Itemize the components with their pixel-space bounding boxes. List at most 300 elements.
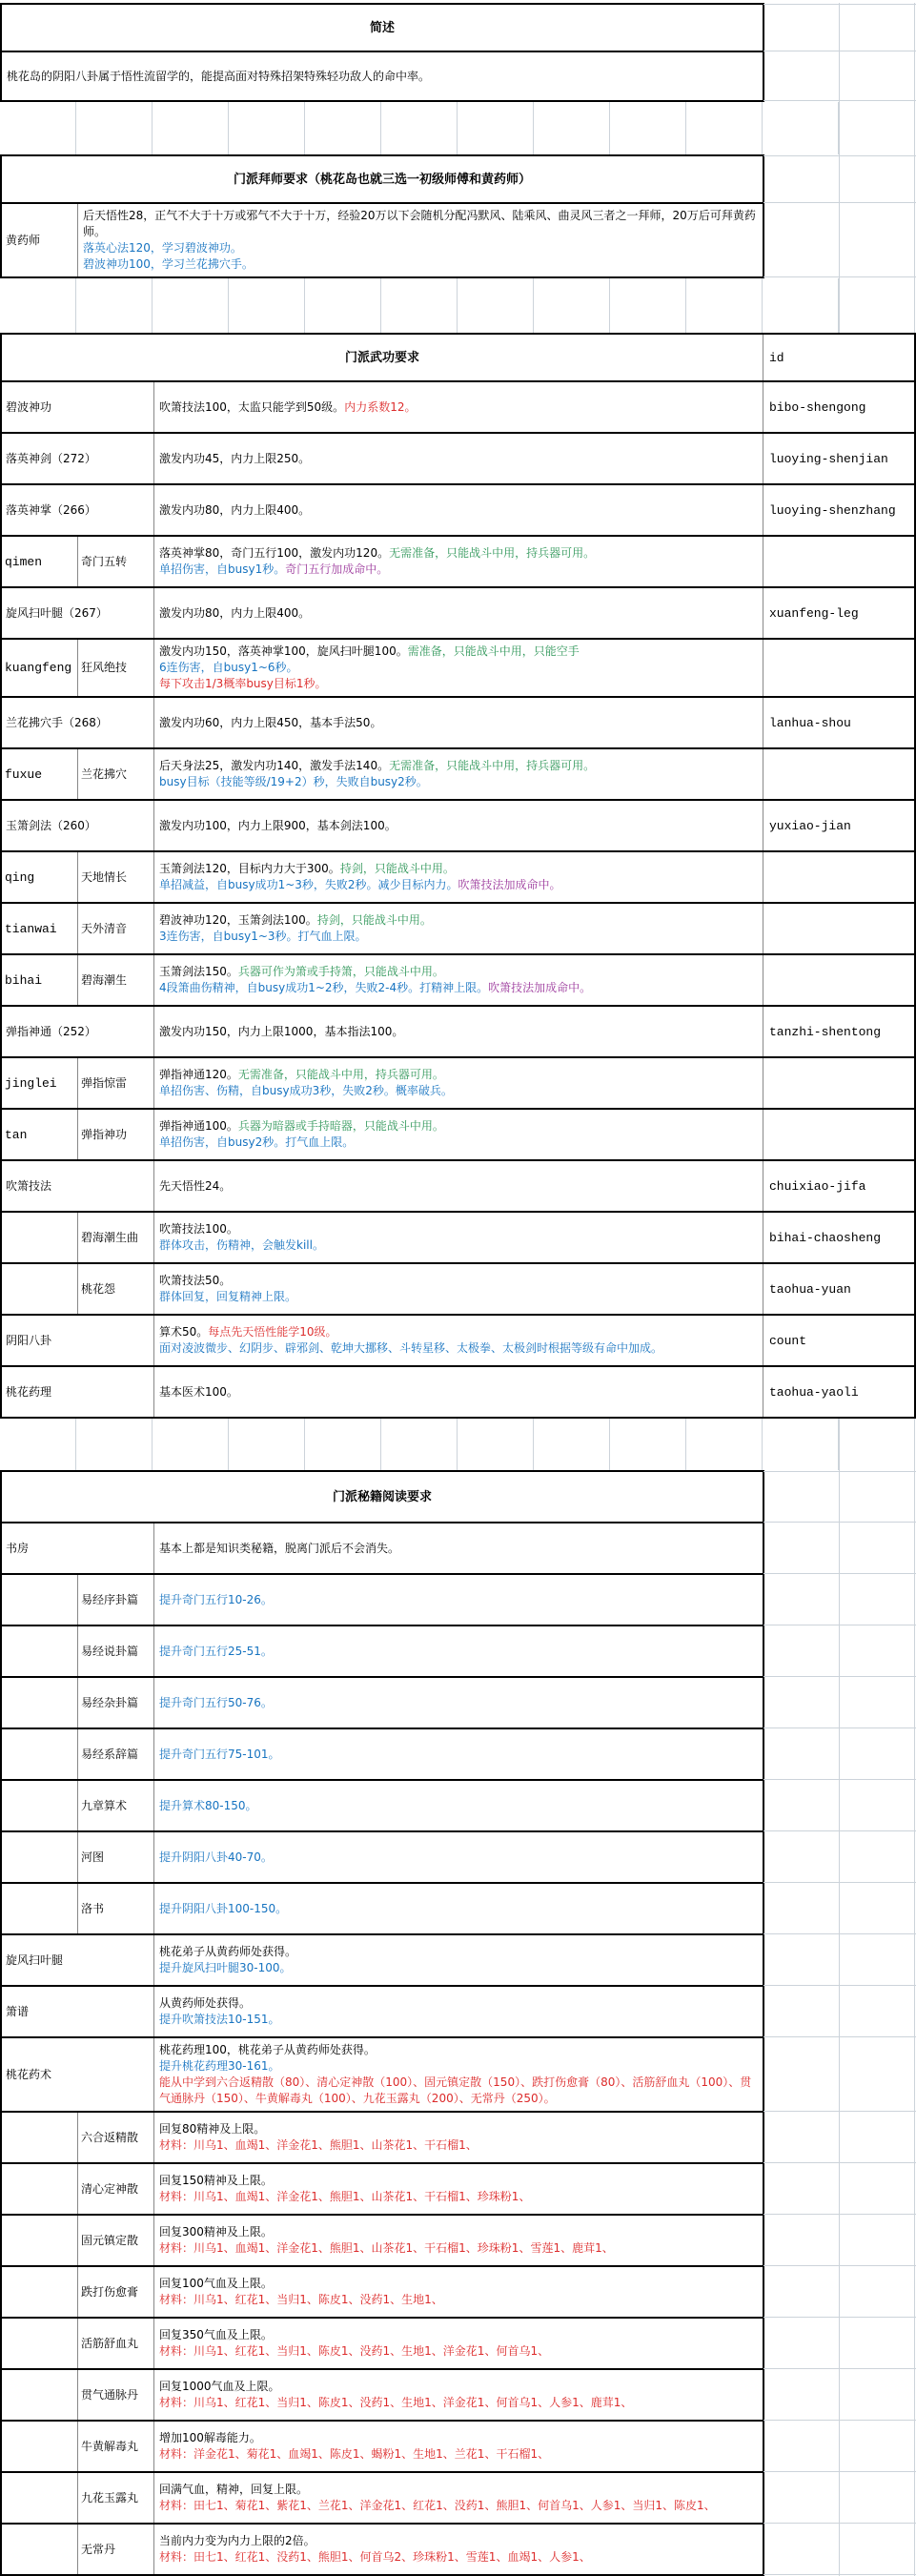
row-name-cell: 活筋舒血丸 — [78, 2319, 154, 2368]
table-row — [2, 1314, 914, 1365]
desc-line — [159, 2446, 758, 2463]
row-desc-cell — [154, 382, 763, 432]
desc-segment: 单招减益，自busy成功1~3秒，失败2秒。减少目标内力。 — [159, 878, 458, 891]
desc-line — [159, 715, 758, 731]
summary-header-row — [2, 5, 763, 51]
table-row — [2, 535, 914, 586]
desc-segment: 吹箫技法100，太监只能学到50级。 — [159, 399, 345, 414]
row-desc-cell — [154, 1781, 763, 1830]
desc-line — [159, 2430, 758, 2446]
books-table — [0, 1470, 764, 2576]
desc-line — [159, 676, 758, 692]
row-key-cell — [2, 1264, 78, 1314]
table-row — [2, 1262, 914, 1314]
desc-segment: 单招伤害，自busy2秒。打气血上限。 — [159, 1135, 355, 1149]
desc-line — [159, 1135, 758, 1151]
row-key-cell: bihai — [2, 955, 78, 1005]
table-row — [2, 799, 914, 850]
desc-segment: 兵器为暗器或手持暗器，只能战斗中用。 — [237, 1119, 444, 1133]
desc-segment: 材料：川乌1、血竭1、洋金花1、熊胆1、山茶花1、干石榴1、珍珠粉1、雪莲1、鹿茸1、 — [159, 2241, 614, 2255]
row-name-cell: 桃花药术 — [2, 2038, 154, 2111]
desc-segment: 持剑，只能战斗中用。 — [316, 913, 432, 927]
desc-line — [159, 502, 758, 519]
desc-segment: 碧波神功100，学习兰花拂穴手。 — [83, 257, 254, 271]
row-desc-cell — [154, 2525, 763, 2574]
skills-rows — [2, 380, 914, 1417]
table-row — [2, 1625, 763, 1676]
desc-segment: 增加100解毒能力。 — [159, 2431, 261, 2444]
books-title: 门派秘籍阅读要求 — [332, 1489, 432, 1504]
desc-line — [7, 69, 758, 85]
row-key-cell: tan — [2, 1110, 78, 1159]
row-name-cell: 天地情长 — [78, 852, 154, 902]
row-key-cell: jinglei — [2, 1058, 78, 1108]
row-name-cell: 箫谱 — [2, 1987, 154, 2036]
desc-line — [159, 1747, 758, 1763]
skills-title: 门派武功要求 — [344, 350, 419, 365]
desc-segment: 回复300精神及上限。 — [159, 2225, 273, 2239]
row-id-cell: bibo-shengong — [763, 382, 914, 432]
row-desc-cell — [154, 1367, 763, 1417]
row-id-cell — [763, 537, 914, 586]
row-name-cell: 弹指惊雷 — [78, 1058, 154, 1108]
row-id-cell — [763, 904, 914, 953]
desc-segment: 兵器可作为箫或手持箫，只能战斗中用。 — [237, 965, 444, 978]
desc-segment: 材料：川乌1、血竭1、洋金花1、熊胆1、山茶花1、干石榴1、珍珠粉1、 — [159, 2190, 531, 2203]
row-desc-cell — [154, 640, 763, 696]
desc-line — [159, 818, 758, 834]
desc-segment: 吹箫技法加成命中。 — [488, 981, 592, 994]
table-row — [2, 1779, 763, 1830]
desc-segment: 材料：川乌1、红花1、当归1、陈皮1、没药1、生地1、 — [159, 2293, 443, 2306]
spacer-band — [0, 1419, 916, 1470]
desc-line — [159, 964, 758, 980]
desc-segment: 桃花岛的阴阳八卦属于悟性流留学的，能提高面对特殊招架特殊轻功敌人的命中率。 — [7, 69, 431, 83]
row-key-cell — [2, 2216, 78, 2265]
desc-segment: 激发内功80，内力上限400。 — [159, 502, 311, 517]
row-name-cell: 易经说卦篇 — [78, 1626, 154, 1676]
desc-segment: 当前内力变为内力上限的2倍。 — [159, 2534, 316, 2547]
desc-segment: 基本上都是知识类秘籍，脱离门派后不会消失。 — [159, 1541, 400, 1555]
table-row — [2, 1211, 914, 1262]
desc-line — [159, 1995, 758, 2012]
desc-line — [83, 240, 758, 256]
row-name-cell: 固元镇定散 — [78, 2216, 154, 2265]
table-row — [2, 2265, 763, 2317]
desc-segment: 4段箫曲伤精神，自busy成功1~2秒，失败2-4秒。打精神上限。 — [159, 981, 489, 994]
desc-line — [159, 1067, 758, 1083]
table-row — [2, 747, 914, 799]
table-row — [2, 1676, 763, 1728]
summary-title: 简述 — [369, 20, 395, 35]
desc-segment: 玉箫剑法120，目标内力大于300。 — [159, 862, 340, 875]
table-row — [2, 1159, 914, 1211]
desc-line — [159, 2173, 758, 2189]
desc-segment: 落英神掌80，奇门五行100，激发内功120。 — [159, 546, 390, 560]
table-row — [2, 2317, 763, 2368]
table-row — [2, 2111, 763, 2162]
desc-line — [159, 644, 758, 660]
row-desc-cell — [154, 1626, 763, 1676]
desc-segment: 群体回复，回复精神上限。 — [159, 1290, 297, 1303]
desc-line — [159, 2549, 758, 2566]
row-name-cell: 牛黄解毒丸 — [78, 2422, 154, 2471]
desc-line — [159, 2482, 758, 2498]
desc-line — [83, 256, 758, 273]
desc-line — [159, 1024, 758, 1040]
desc-segment: 材料：川乌1、血竭1、洋金花1、熊胆1、山茶花1、干石榴1、 — [159, 2138, 478, 2152]
desc-line — [159, 2379, 758, 2395]
row-name-cell: 兰花拂穴 — [78, 749, 154, 799]
books-header-row — [2, 1472, 763, 1522]
desc-segment: 奇门五行加成命中。 — [285, 562, 389, 576]
row-key-cell — [2, 1729, 78, 1779]
table-row — [2, 1985, 763, 2036]
desc-segment: 激发内功100，内力上限900，基本剑法100。 — [159, 818, 397, 832]
desc-segment: busy目标（技能等级/19+2）秒，失败自busy2秒。 — [159, 775, 428, 788]
row-desc-cell — [154, 904, 763, 953]
desc-segment: 桃花弟子从黄药师处获得。 — [159, 1945, 297, 1958]
desc-segment: 群体攻击，伤精神，会触发kill。 — [159, 1238, 324, 1252]
row-desc-cell — [154, 2370, 763, 2420]
spacer-band — [0, 278, 916, 333]
row-name-cell: 吹箫技法 — [2, 1161, 154, 1211]
row-desc-cell — [154, 537, 763, 586]
desc-segment: 提升旋风扫叶腿30-100。 — [159, 1961, 292, 1974]
desc-segment: 算术50。 — [159, 1325, 209, 1339]
row-desc-cell — [154, 485, 763, 535]
desc-line — [159, 2292, 758, 2308]
row-name-cell: 旋风扫叶腿 — [2, 1935, 154, 1985]
desc-segment: 回复100气血及上限。 — [159, 2277, 273, 2290]
desc-segment: 持剑，只能战斗中用。 — [339, 862, 455, 875]
row-id-cell: chuixiao-jifa — [763, 1161, 914, 1211]
row-desc-cell — [154, 2267, 763, 2317]
desc-line — [159, 1644, 758, 1660]
table-row — [2, 2036, 763, 2111]
skills-header-row — [2, 335, 914, 380]
desc-line — [159, 1384, 758, 1400]
row-desc-cell — [154, 698, 763, 747]
row-name-cell: 无常丹 — [78, 2525, 154, 2574]
row-key-cell: qing — [2, 852, 78, 902]
row-name-cell: 书房 — [2, 1523, 154, 1573]
desc-line — [159, 1960, 758, 1976]
row-key-cell — [2, 1213, 78, 1262]
row-desc-cell — [154, 1987, 763, 2036]
row-id-cell: yuxiao-jian — [763, 801, 914, 850]
row-key-cell: kuangfeng — [2, 640, 78, 696]
row-desc-cell — [154, 2038, 763, 2111]
row-desc-cell — [154, 1678, 763, 1728]
row-name-cell: 碧海潮生曲 — [78, 1213, 154, 1262]
row-desc-cell — [78, 204, 763, 276]
id-column-header: id — [763, 335, 914, 380]
row-desc-cell — [154, 801, 763, 850]
desc-segment: 每下攻击1/3概率busy目标1秒。 — [159, 677, 327, 690]
desc-line — [159, 2012, 758, 2028]
row-desc-cell — [154, 434, 763, 483]
table-row — [2, 1728, 763, 1779]
desc-segment: 提升吹箫技法10-151。 — [159, 2013, 280, 2026]
row-desc-cell — [154, 2216, 763, 2265]
desc-line — [159, 2121, 758, 2137]
row-key-cell: tianwai — [2, 904, 78, 953]
desc-line — [159, 2075, 758, 2107]
desc-segment: 激发内功80，内力上限400。 — [159, 605, 311, 620]
row-desc-cell — [154, 2319, 763, 2368]
mentor-rows — [2, 202, 763, 276]
desc-segment: 提升桃花药理30-161。 — [159, 2059, 280, 2073]
row-desc-cell — [154, 1058, 763, 1108]
row-name-cell: 九章算术 — [78, 1781, 154, 1830]
row-id-cell — [763, 640, 914, 696]
desc-segment: 提升奇门五行25-51。 — [159, 1644, 273, 1658]
row-id-cell: taohua-yaoli — [763, 1367, 914, 1417]
row-id-cell: lanhua-shou — [763, 698, 914, 747]
desc-line — [159, 2042, 758, 2058]
desc-segment: 吹箫技法加成命中。 — [458, 878, 561, 891]
table-row — [2, 1573, 763, 1625]
row-desc-cell — [154, 588, 763, 638]
row-name-cell: 黄药师 — [2, 204, 78, 276]
row-key-cell — [2, 2319, 78, 2368]
desc-line — [159, 2533, 758, 2549]
desc-segment: 每点先天悟性能学10级。 — [208, 1325, 337, 1339]
row-key-cell — [2, 1832, 78, 1882]
table-row — [2, 2214, 763, 2265]
desc-segment: 先天悟性24。 — [159, 1178, 232, 1193]
desc-segment: 提升奇门五行50-76。 — [159, 1695, 273, 1709]
desc-segment: 6连伤害，自busy1~6秒。 — [159, 661, 298, 674]
desc-line — [159, 451, 758, 467]
table-row — [2, 1830, 763, 1882]
desc-segment: 回复150精神及上限。 — [159, 2174, 273, 2187]
row-id-cell: tanzhi-shentong — [763, 1007, 914, 1056]
table-row — [2, 696, 914, 747]
row-desc-cell — [154, 1832, 763, 1882]
row-name-cell: 碧海潮生 — [78, 955, 154, 1005]
desc-segment: 提升阴阳八卦40-70。 — [159, 1850, 273, 1864]
row-key-cell — [2, 1884, 78, 1933]
row-desc-cell — [154, 852, 763, 902]
row-name-cell: 跌打伤愈膏 — [78, 2267, 154, 2317]
desc-line — [159, 2276, 758, 2292]
row-id-cell — [763, 749, 914, 799]
desc-segment: 激发内功150，内力上限1000，基本指法100。 — [159, 1024, 404, 1038]
desc-line — [159, 1901, 758, 1917]
spacer-band — [0, 102, 916, 154]
row-name-cell: 洛书 — [78, 1884, 154, 1933]
desc-segment: 后天身法25，激发内功140，激发手法140。 — [159, 759, 390, 772]
table-row — [2, 2368, 763, 2420]
row-name-cell: 阴阳八卦 — [2, 1316, 154, 1365]
skills-table — [0, 333, 916, 1419]
row-desc-cell — [154, 1523, 763, 1573]
desc-line — [159, 1850, 758, 1866]
desc-segment: 基本医术100。 — [159, 1384, 238, 1399]
row-id-cell: bihai-chaosheng — [763, 1213, 914, 1262]
mentor-table — [0, 154, 764, 278]
desc-line — [159, 1273, 758, 1289]
row-key-cell — [2, 1678, 78, 1728]
table-row — [2, 2162, 763, 2214]
desc-segment: 提升阴阳八卦100-150。 — [159, 1901, 288, 1915]
desc-segment: 吹箫技法100。 — [159, 1222, 238, 1236]
row-name-cell: 易经序卦篇 — [78, 1575, 154, 1625]
desc-segment: 回复350气血及上限。 — [159, 2328, 273, 2341]
row-desc-cell — [154, 1575, 763, 1625]
row-name-cell: 桃花药理 — [2, 1367, 154, 1417]
desc-segment: 能从中学到六合返精散（80）、清心定神散（100）、固元镇定散（150）、跌打伤愈膏（80）、活筋舒血丸（100）、贯气通脉丹（150）、牛黄解毒丸（100）、九花玉露丸（200）、无常丹（250）。 — [159, 2075, 752, 2105]
row-name-cell: 天外清音 — [78, 904, 154, 953]
desc-segment: 面对凌波微步、幻阴步、辟邪剑、乾坤大挪移、斗转星移、太极拳、太极剑时根据等级有命中加成。 — [159, 1341, 663, 1355]
desc-line — [159, 1340, 758, 1357]
desc-line — [159, 912, 758, 929]
desc-line — [159, 861, 758, 877]
desc-segment: 激发内功60，内力上限450，基本手法50。 — [159, 715, 382, 729]
books-rows — [2, 1522, 763, 2574]
row-id-cell: count — [763, 1316, 914, 1365]
mentor-title: 门派拜师要求（桃花岛也就三选一初级师傅和黄药师） — [233, 172, 531, 187]
desc-line — [159, 1541, 758, 1557]
table-row — [2, 432, 914, 483]
desc-line — [159, 2327, 758, 2343]
summary-table — [0, 3, 764, 102]
desc-segment: 碧波神功120，玉箫剑法100。 — [159, 913, 317, 927]
row-desc-cell — [154, 2473, 763, 2523]
row-key-cell: qimen — [2, 537, 78, 586]
desc-segment: 材料：川乌1、红花1、当归1、陈皮1、没药1、生地1、洋金花1、何首乌1、人参1、鹿茸1、 — [159, 2396, 633, 2409]
row-desc-cell — [154, 955, 763, 1005]
row-name-cell: 旋风扫叶腿（267） — [2, 588, 154, 638]
row-key-cell — [2, 2113, 78, 2162]
desc-segment: 从黄药师处获得。 — [159, 1996, 252, 2010]
desc-segment: 激发内功150，落英神掌100，旋风扫叶腿100。 — [159, 644, 408, 658]
desc-segment: 提升奇门五行10-26。 — [159, 1592, 273, 1606]
row-name-cell: 贯气通脉丹 — [78, 2370, 154, 2420]
table-row — [2, 1005, 914, 1056]
row-key-cell — [2, 2525, 78, 2574]
desc-line — [83, 208, 758, 240]
row-key-cell — [2, 2267, 78, 2317]
desc-line — [159, 877, 758, 893]
desc-segment: 无需准备，只能战斗中用，持兵器可用。 — [389, 546, 596, 560]
row-desc-cell — [154, 2422, 763, 2471]
desc-segment: 材料：川乌1、红花1、当归1、陈皮1、没药1、生地1、洋金花1、何首乌1、 — [159, 2344, 550, 2358]
row-key-cell — [2, 2422, 78, 2471]
table-row — [2, 850, 914, 902]
table-row — [2, 2471, 763, 2523]
row-name-cell: 奇门五转 — [78, 537, 154, 586]
desc-line — [159, 758, 758, 774]
row-key-cell — [2, 1626, 78, 1676]
row-desc-cell — [154, 1935, 763, 1985]
row-key-cell — [2, 2370, 78, 2420]
row-id-cell: xuanfeng-leg — [763, 588, 914, 638]
desc-line — [159, 1237, 758, 1254]
desc-line — [159, 2395, 758, 2411]
desc-line — [159, 545, 758, 562]
desc-segment: 需准备，只能战斗中用，只能空手 — [407, 644, 580, 658]
row-id-cell: luoying-shenjian — [763, 434, 914, 483]
row-desc-cell — [154, 1316, 763, 1365]
table-row — [2, 953, 914, 1005]
table-row — [2, 586, 914, 638]
row-desc-cell — [2, 52, 763, 100]
desc-segment: 无需准备，只能战斗中用，持兵器可用。 — [389, 759, 596, 772]
desc-line — [159, 399, 758, 416]
desc-line — [159, 1592, 758, 1608]
table-row — [2, 1365, 914, 1417]
desc-segment: 回复1000气血及上限。 — [159, 2380, 280, 2393]
desc-segment: 单招伤害、伤精，自busy成功3秒，失败2秒。概率破兵。 — [159, 1084, 453, 1097]
desc-line — [159, 2137, 758, 2154]
desc-line — [159, 1289, 758, 1305]
row-key-cell: fuxue — [2, 749, 78, 799]
table-row — [2, 2523, 763, 2574]
desc-segment: 弹指神通100。 — [159, 1119, 238, 1133]
row-name-cell: 狂风绝技 — [78, 640, 154, 696]
desc-segment: 玉箫剑法150。 — [159, 965, 238, 978]
desc-line — [159, 2058, 758, 2075]
desc-line — [159, 562, 758, 578]
desc-segment: 落英心法120，学习碧波神功。 — [83, 241, 242, 255]
table-row — [2, 638, 914, 696]
table-row — [2, 51, 763, 100]
table-row — [2, 1108, 914, 1159]
desc-line — [159, 774, 758, 790]
desc-line — [159, 2189, 758, 2205]
table-row — [2, 1933, 763, 1985]
row-key-cell — [2, 2164, 78, 2214]
desc-segment: 内力系数12。 — [344, 399, 417, 414]
desc-segment: 弹指神通120。 — [159, 1068, 238, 1081]
desc-line — [159, 660, 758, 676]
row-name-cell: 桃花怨 — [78, 1264, 154, 1314]
row-key-cell — [2, 1781, 78, 1830]
desc-line — [159, 2224, 758, 2240]
row-id-cell: taohua-yuan — [763, 1264, 914, 1314]
row-name-cell: 玉箫剑法（260） — [2, 801, 154, 850]
desc-segment: 3连伤害，自busy1~3秒。打气血上限。 — [159, 930, 367, 943]
table-row — [2, 902, 914, 953]
row-desc-cell — [154, 1884, 763, 1933]
table-row — [2, 1522, 763, 1573]
desc-line — [159, 1798, 758, 1814]
table-row — [2, 1056, 914, 1108]
row-name-cell: 河图 — [78, 1832, 154, 1882]
desc-line — [159, 2240, 758, 2257]
row-key-cell — [2, 1575, 78, 1625]
row-desc-cell — [154, 1110, 763, 1159]
table-row — [2, 380, 914, 432]
row-name-cell: 九花玉露丸 — [78, 2473, 154, 2523]
row-key-cell — [2, 2473, 78, 2523]
desc-line — [159, 605, 758, 622]
row-desc-cell — [154, 1161, 763, 1211]
row-desc-cell — [154, 2164, 763, 2214]
desc-line — [159, 2498, 758, 2514]
desc-segment: 回满气血，精神，回复上限。 — [159, 2483, 309, 2496]
desc-segment: 提升奇门五行75-101。 — [159, 1747, 280, 1761]
row-name-cell: 碧波神功 — [2, 382, 154, 432]
row-desc-cell — [154, 1213, 763, 1262]
row-name-cell: 兰花拂穴手（268） — [2, 698, 154, 747]
spreadsheet-page — [0, 3, 916, 2576]
row-name-cell: 易经杂卦篇 — [78, 1678, 154, 1728]
table-row — [2, 202, 763, 276]
